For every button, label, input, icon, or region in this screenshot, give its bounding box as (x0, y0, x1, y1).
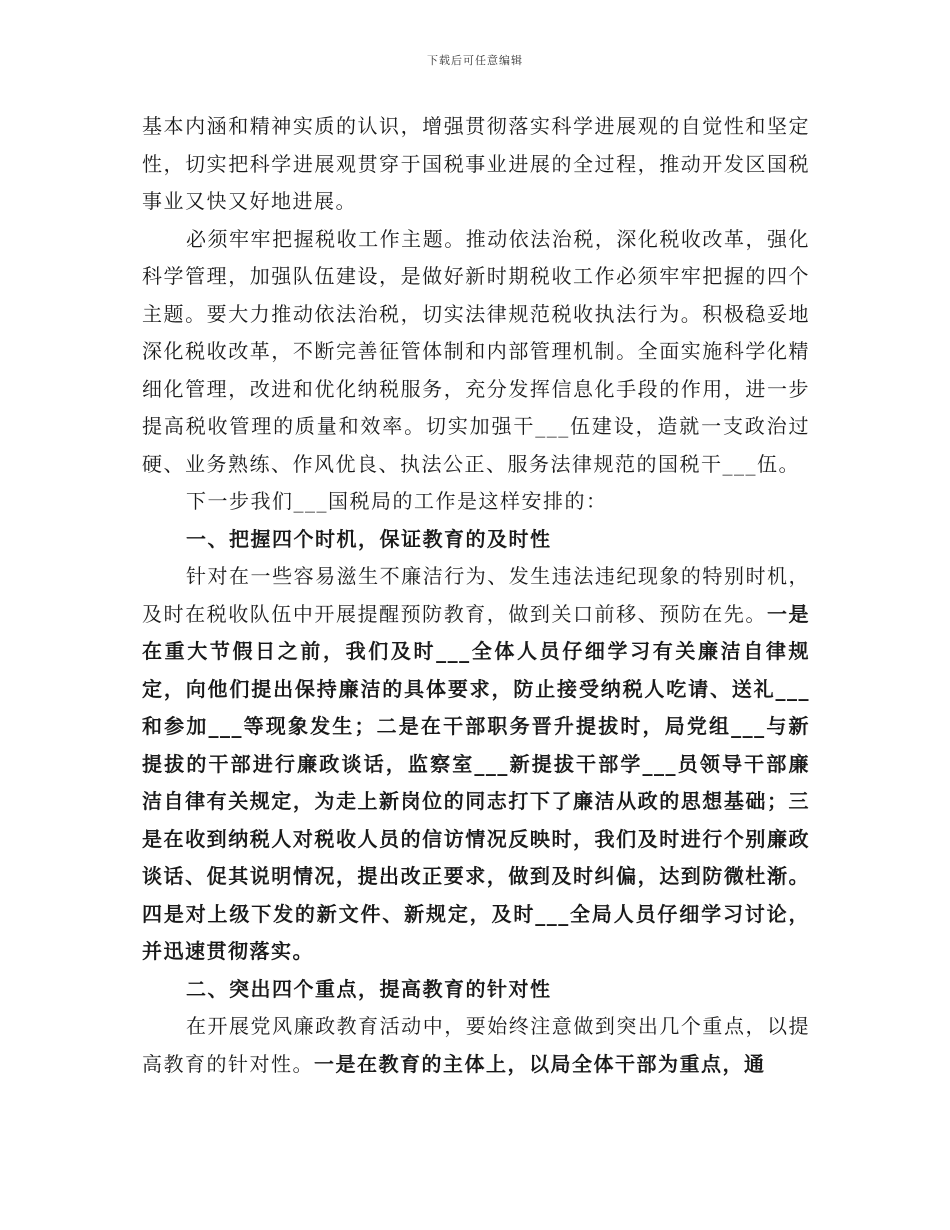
paragraph-1: 基本内涵和精神实质的认识，增强贯彻落实科学进展观的自觉性和坚定性，切实把科学进展观贯穿于国税事业进展的全过程，推动开发区国税事业又快又好地进展。 (142, 114, 810, 213)
section-heading-2: 二、突出四个重点，提高教育的针对性 (186, 976, 552, 1001)
paragraph-2: 必须牢牢把握税收工作主题。推动依法治税，深化税收改革，强化科学管理，加强队伍建设，是做好新时期税收工作必须牢牢把握的四个主题。要大力推动依法治税，切实法律规范税收执法行为。积极稳妥地深化税收改革，不断完善征管体制和内部管理机制。全面实施科学化精细化管理，改进和优化纳税服务，充分发挥信息化手段的作用，进一步提高税收管理的质量和效率。切实加强干___伍建设，造就一支政治过硬、业务熟练、作风优良、执法公正、服务法律规范的国税干___伍。 (142, 226, 810, 476)
paragraph-5-bold-text: 一是在教育的主体上，以局全体干部为重点，通 (314, 1051, 766, 1076)
paragraph-4-bold-text: 一是在重大节假日之前，我们及时___全体人员仔细学习有关廉洁自律规定，向他们提出保持廉洁的具体要求，防止接受纳税人吃请、送礼___和参加___等现象发生；二是在干部职务晋升提拔时，局党组___与新提拔的干部进行廉政谈话，监察室___新提拔干部学___员领导干部廉洁自律有关规定，为走上新岗位的同志打下了廉洁从政的思想基础；三是在收到纳税人对税收人员的信访情况反映时，我们及时进行个别廉政谈话、促其说明情况，提出改正要求，做到及时纠偏，达到防微杜渐。四是对上级下发的新文件、新规定，及时___全局人员仔细学习讨论，并迅速贯彻落实。 (142, 601, 811, 963)
paragraph-4 (142, 558, 810, 971)
page-header: 下载后可任意编辑 (427, 54, 523, 67)
paragraph-3: 下一步我们___国税局的工作是这样安排的： (186, 489, 608, 513)
paragraph-5-text: 在开展党风廉政教育活动中，要始终注意做到突出几个重点，以提高教育的针对性。 (142, 1014, 810, 1076)
paragraph-4-text: 针对在一些容易滋生不廉洁行为、发生违法违纪现象的特别时机，及时在税收队伍中开展提醒预防教育，做到关口前移、预防在先。 (142, 564, 810, 626)
section-heading-1: 一、把握四个时机，保证教育的及时性 (186, 526, 552, 551)
document-body (142, 108, 810, 1083)
paragraph-5 (142, 1008, 810, 1083)
